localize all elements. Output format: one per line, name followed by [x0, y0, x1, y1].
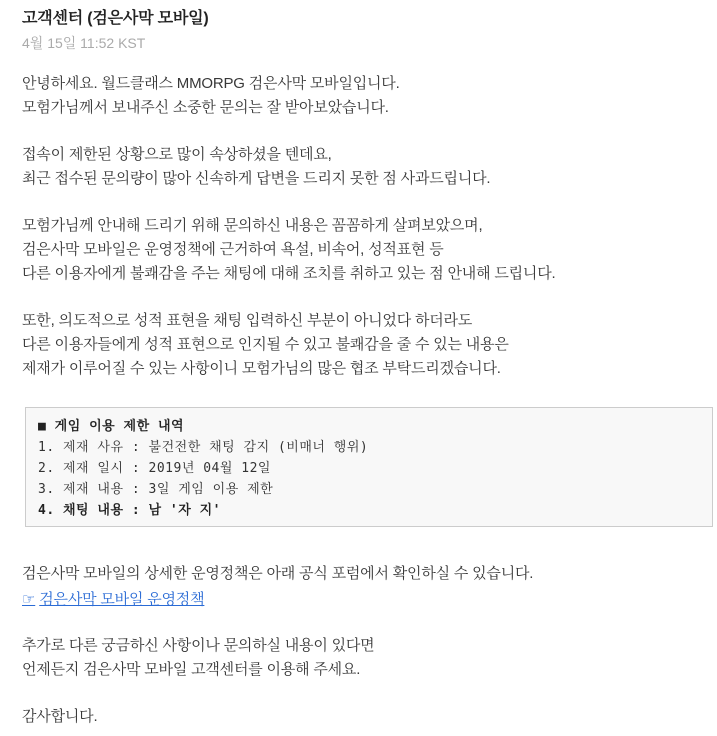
restriction-date: 2. 제재 일시 : 2019년 04월 12일	[38, 461, 271, 476]
pointing-finger-icon: ☞	[22, 591, 36, 608]
restriction-box-heading: ■ 게임 이용 제한 내역	[38, 419, 185, 434]
text-line: 다른 이용자들에게 성적 표현으로 인지될 수 있고 불쾌감을 줄 수 있는 내용은	[22, 336, 509, 353]
text-line: 최근 접수된 문의량이 많아 신속하게 답변을 드리지 못한 점 사과드립니다.	[22, 170, 491, 187]
restriction-detail-box	[25, 407, 713, 527]
thanks-paragraph	[22, 705, 717, 729]
text-line: 또한, 의도적으로 성적 표현을 채팅 입력하신 부분이 아니었다 하더라도	[22, 312, 473, 329]
message-body	[22, 72, 717, 729]
text-line: 모험가님께 안내해 드리기 위해 문의하신 내용은 꼼꼼하게 살펴보았으며,	[22, 217, 483, 234]
further-inquiry-paragraph	[22, 634, 717, 682]
text-line: 언제든지 검은사막 모바일 고객센터를 이용해 주세요.	[22, 661, 361, 678]
text-line: 다른 이용자에게 불쾌감을 주는 채팅에 대해 조치를 취하고 있는 점 안내해 드립니다.	[22, 265, 556, 282]
warning-paragraph	[22, 309, 717, 381]
text-line: 모험가님께서 보내주신 소중한 문의는 잘 받아보았습니다.	[22, 99, 389, 116]
apology-paragraph	[22, 143, 717, 191]
policy-intro-paragraph	[22, 562, 717, 586]
text-line: 안녕하세요. 월드클래스 MMORPG 검은사막 모바일입니다.	[22, 75, 400, 92]
restriction-reason: 1. 제재 사유 : 불건전한 채팅 감지 (비매너 행위)	[38, 440, 369, 455]
page-title: 고객센터 (검은사막 모바일)	[22, 10, 209, 27]
text-line: 검은사막 모바일의 상세한 운영정책은 아래 공식 포럼에서 확인하실 수 있습니다.	[22, 565, 534, 582]
policy-link-label: 검은사막 모바일 운영정책	[39, 591, 205, 608]
text-line: 검은사막 모바일은 운영정책에 근거하여 욕설, 비속어, 성적표현 등	[22, 241, 444, 258]
greeting-paragraph	[22, 72, 717, 120]
text-line: 감사합니다.	[22, 708, 98, 725]
restriction-chat-content: 4. 채팅 내용 : 남 '자 지'	[38, 503, 221, 518]
text-line: 접속이 제한된 상황으로 많이 속상하셨을 텐데요,	[22, 146, 332, 163]
timestamp: 4월 15일 11:52 KST	[22, 35, 146, 51]
policy-explanation-paragraph	[22, 214, 717, 286]
policy-link[interactable]	[22, 588, 204, 612]
text-line: 추가로 다른 궁금하신 사항이나 문의하실 내용이 있다면	[22, 637, 375, 654]
message-header	[22, 9, 717, 52]
text-line: 제재가 이루어질 수 있는 사항이니 모험가님의 많은 협조 부탁드리겠습니다.	[22, 360, 501, 377]
restriction-duration: 3. 제재 내용 : 3일 게임 이용 제한	[38, 482, 274, 497]
